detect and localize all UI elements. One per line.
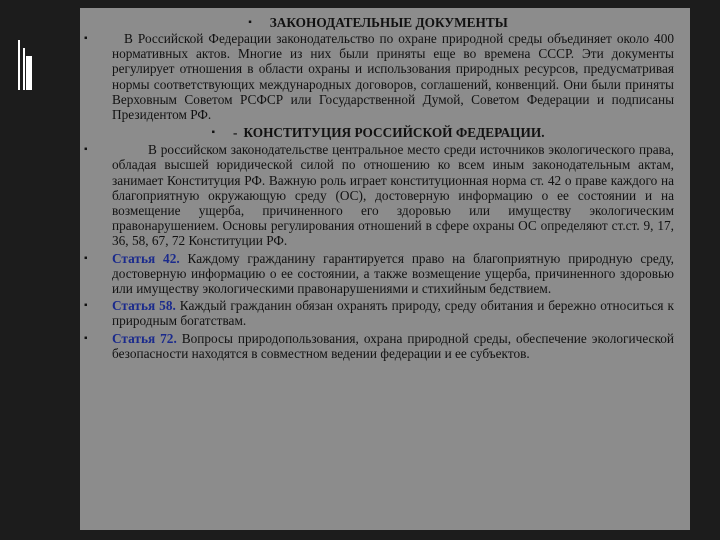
article-text: Вопросы природопользования, охрана природной среды, обеспечение экологической безопасности находятся в совместном ведении федерации и ее субъектов. xyxy=(112,330,674,361)
paragraph-constitution xyxy=(82,142,674,248)
paragraph-legislation xyxy=(82,31,674,122)
heading-text: КОНСТИТУЦИЯ РОССИЙСКОЙ ФЕДЕРАЦИИ. xyxy=(243,125,545,141)
deco-bar-2 xyxy=(23,48,25,90)
heading-text: ЗАКОНОДАТЕЛЬНЫЕ ДОКУМЕНТЫ xyxy=(269,15,508,30)
slide-content xyxy=(82,14,674,363)
heading-dash: - xyxy=(233,125,238,141)
paragraph-article-72 xyxy=(82,331,674,361)
paragraph-text: В российском законодательстве центральное место среди источников экологического права, обладая высшей юридической силой по отношению ко всем иным законодательным актам, занимает Конституция РФ. Важную роль играет конституционная норма ст. 42 о праве каждого на благоприятную окружающую среду (ОС), достоверную информацию о ее состоянии и на возмещение ущерба, причиненного его здоровью или имуществу экологическим правонарушением. Основы регулирования отношений в сфере охраны ОС определяют ст.ст. 9, 17, 36, 58, 67, 72 Конституции РФ. xyxy=(112,142,674,249)
article-text: Каждому гражданину гарантируется право на благоприятную природную среду, достоверную информацию о ее состоянии, а также возмещение ущерба, причиненного здоровью или имуществу экологическими правонарушениями и стихийным бедствием. xyxy=(112,250,674,297)
paragraph-article-58 xyxy=(82,298,674,328)
deco-bar-1 xyxy=(18,40,20,90)
left-decoration xyxy=(0,0,32,540)
paragraph-text: В Российской Федерации законодательство по охране природной среды объединяет около 400 нормативных актов. Многие из них были приняты еще во времена СССР. Эти документы регулирует отношения в области охраны и использования природных ресурсов, предусматривая нормы соответствующих международных договоров, соглашений, конвенций. Они были приняты Верховным Советом РСФСР или Государственной Думой, Советом Федерации и подписаны Президентом РФ. xyxy=(112,31,674,123)
article-label: Статья 42. xyxy=(112,250,180,266)
article-text: Каждый гражданин обязан охранять природу, среду обитания и бережно относиться к природным богатствам. xyxy=(112,298,674,329)
bullet-icon: ▪ xyxy=(84,33,88,44)
deco-bar-3 xyxy=(26,56,32,90)
paragraph-article-42 xyxy=(82,251,674,297)
article-label: Статья 72. xyxy=(112,330,177,346)
bullet-icon: ▪ xyxy=(211,127,215,139)
bullet-icon: ▪ xyxy=(248,17,252,28)
heading-constitution xyxy=(82,124,674,141)
bullet-icon: ▪ xyxy=(84,332,88,344)
heading-legislative-documents xyxy=(82,14,674,31)
bullet-icon: ▪ xyxy=(84,144,88,156)
bullet-icon: ▪ xyxy=(84,300,88,312)
bullet-icon: ▪ xyxy=(84,252,88,264)
article-label: Статья 58. xyxy=(112,298,176,314)
